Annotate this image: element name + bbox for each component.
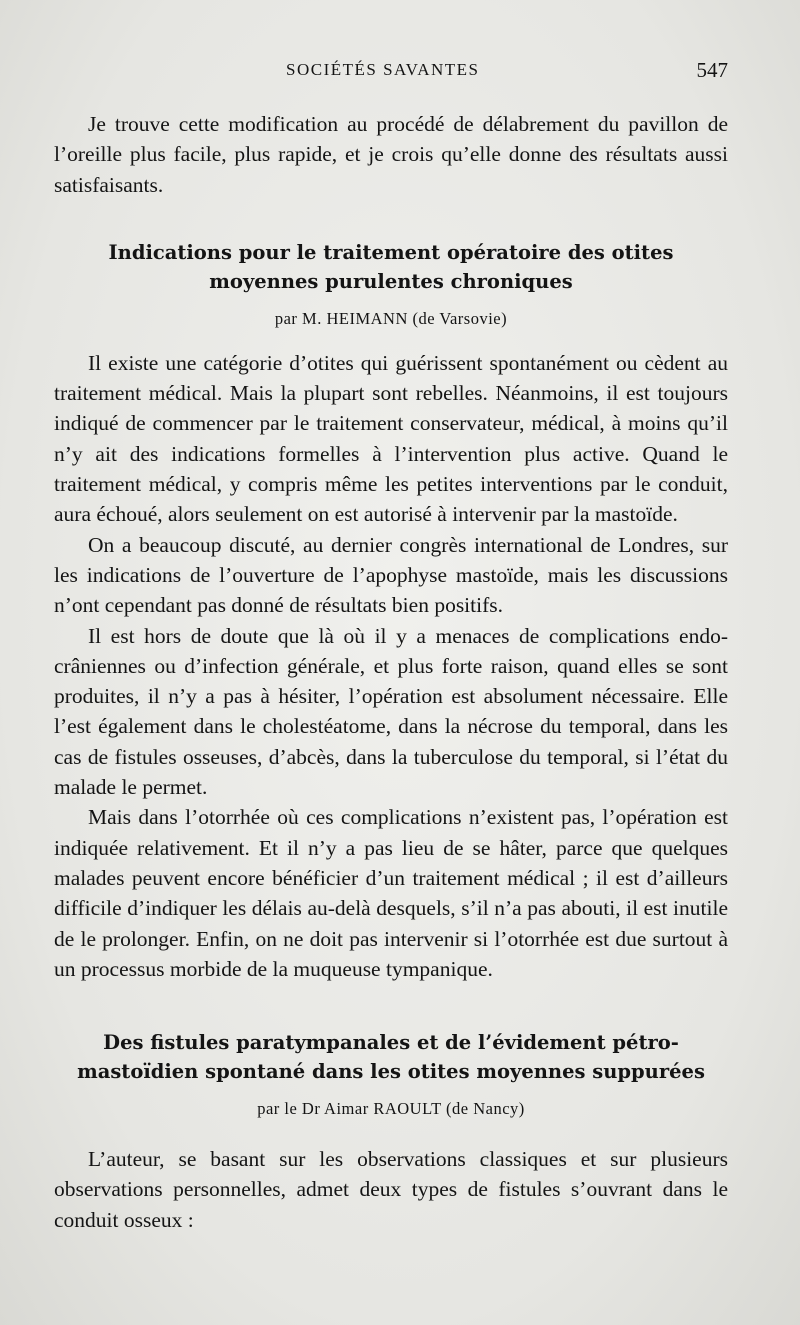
running-title: SOCIÉTÉS SAVANTES [286, 60, 480, 79]
article-paragraph: Mais dans l’otorrhée où ces complications n’existent pas, l’opération est indiquée relativement. Et il n’y a pas lieu de se hâter, parce que quelques malades peuvent encore bénéficier d’un traitement médical ; il est d’ailleurs difficile d’indiquer les délais au-delà desquels, s’il n’a pas abouti, il est inutile de le prolonger. Enfin, on ne doit pas intervenir si l’otorrhée est due surtout à un processus morbide de la muqueuse tympanique. [54, 805, 728, 981]
article-paragraph: On a beaucoup discuté, au dernier congrès international de Londres, sur les indications de l’ouverture de l’apophyse mastoïde, mais les discussions n’ont cependant pas donné de résultats bien positifs. [54, 532, 728, 618]
article-title-raoult: Des fistules paratympanales et de l’évidement pétro-mastoïdien spontané dans les otites moyennes suppurées [77, 1031, 705, 1084]
page-number: 547 [696, 58, 728, 82]
article-byline-raoult: par le Dr Aimar RAOULT (de Nancy) [257, 1099, 525, 1119]
intro-paragraph: Je trouve cette modification au procédé de délabrement du pavillon de l’oreille plus facile, plus rapide, et je crois qu’elle donne des résultats aussi satisfaisants. [54, 112, 728, 197]
article-title-heimann: Indications pour le traitement opératoire des otites moyennes purulentes chroniques [108, 240, 674, 293]
article-paragraph: Il est hors de doute que là où il y a menaces de complications endo-crâniennes ou d’infection générale, et plus forte raison, quand elles se sont produites, il n’y a pas à hésiter, l’opération est absolument nécessaire. Elle l’est également dans le cholestéatome, dans la nécrose du temporal, dans les cas de fistules osseuses, d’abcès, dans la tuberculose du temporal, si l’état du malade le permet. [54, 623, 728, 800]
article-paragraph: L’auteur, se basant sur les observations classiques et sur plusieurs observations personnelles, admet deux types de fistules s’ouvrant dans le conduit osseux : [54, 1147, 728, 1232]
article-byline-heimann: par M. HEIMANN (de Varsovie) [274, 308, 508, 328]
article-paragraph: Il existe une catégorie d’otites qui guérissent spontanément ou cèdent au traitement médical. Mais la plupart sont rebelles. Néanmoins, il est toujours indiqué de commencer par le traitement conservateur, médical, à moins qu’il n’y ait des indications formelles à l’intervention plus active. Quand le traitement médical, y compris même les petites interventions par le conduit, aura échoué, alors seulement on est autorisé à intervenir par la mastoïde. [54, 350, 728, 527]
running-header [54, 60, 728, 90]
